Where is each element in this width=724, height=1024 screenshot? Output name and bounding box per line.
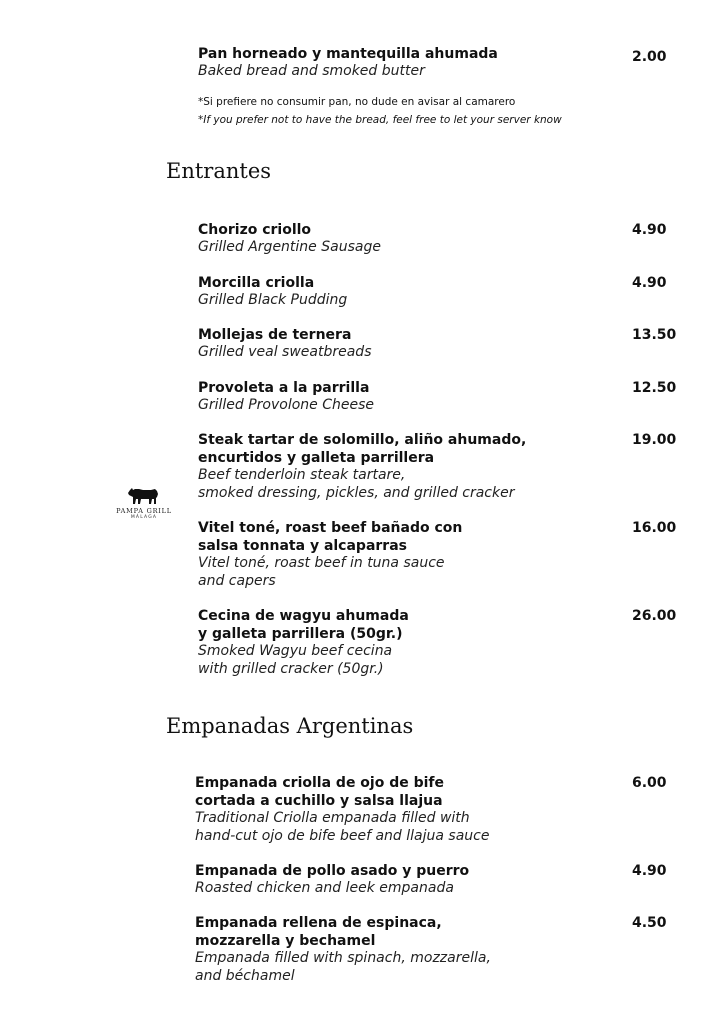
menu-item-bread <box>198 45 618 81</box>
item-name-es: Chorizo criollo <box>198 222 312 238</box>
logo-name: PAMPA GRILL <box>116 507 172 515</box>
section-title-empanadas: Empanadas Argentinas <box>166 714 414 738</box>
item-name-en: Traditional Criolla empanada filled with hand-cut ojo de bife beef and llajua sauce <box>195 810 490 844</box>
bull-icon <box>127 484 161 506</box>
item-name-en: Empanada filled with spinach, mozzarella, and béchamel <box>195 950 491 984</box>
item-name-en: Grilled Provolone Cheese <box>198 397 375 413</box>
item-price: 4.50 <box>632 915 667 931</box>
item-name-es: Pan horneado y mantequilla ahumada <box>198 46 498 62</box>
section-title-entrantes: Entrantes <box>166 159 272 183</box>
item-name-es: Empanada rellena de espinaca, mozzarella y bechamel <box>195 915 442 949</box>
menu-item <box>195 914 615 985</box>
item-price: 4.90 <box>632 222 667 238</box>
item-name-es: Morcilla criolla <box>198 275 315 291</box>
menu-item <box>198 607 618 678</box>
item-name-es: Empanada de pollo asado y puerro <box>195 863 470 879</box>
item-name-es: Steak tartar de solomillo, aliño ahumado, encurtidos y galleta parrillera <box>198 432 527 466</box>
item-name-es: Provoleta a la parrilla <box>198 380 370 396</box>
menu-item <box>198 274 618 310</box>
item-name-es: Vitel toné, roast beef bañado con salsa tonnata y alcaparras <box>198 520 463 554</box>
item-price: 4.90 <box>632 275 667 291</box>
item-name-es: Mollejas de ternera <box>198 327 352 343</box>
menu-item <box>195 862 615 898</box>
item-name-en: Roasted chicken and leek empanada <box>195 880 454 896</box>
menu-item <box>198 326 618 362</box>
item-name-en: Beef tenderloin steak tartare, smoked dressing, pickles, and grilled cracker <box>198 467 515 501</box>
item-name-en: Grilled Argentine Sausage <box>198 239 381 255</box>
item-price: 13.50 <box>632 327 677 343</box>
item-price: 16.00 <box>632 520 677 536</box>
item-price: 12.50 <box>632 380 677 396</box>
item-name-en: Grilled veal sweatbreads <box>198 344 372 360</box>
bread-note-es: *Si prefiere no consumir pan, no dude en avisar al camarero <box>198 96 516 108</box>
item-price: 6.00 <box>632 775 667 791</box>
item-name-es: Cecina de wagyu ahumada y galleta parrillera (50gr.) <box>198 608 409 642</box>
bread-note-en: *If you prefer not to have the bread, feel free to let your server know <box>198 114 562 126</box>
item-name-es: Empanada criolla de ojo de bife cortada a cuchillo y salsa llajua <box>195 775 445 809</box>
item-name-en: Baked bread and smoked butter <box>198 63 425 79</box>
item-price: 2.00 <box>632 49 667 65</box>
menu-item <box>198 379 618 415</box>
logo-city: MÁLAGA <box>130 515 158 520</box>
pampa-grill-logo <box>110 484 178 521</box>
menu-item <box>198 221 618 257</box>
item-price: 19.00 <box>632 432 677 448</box>
item-name-en: Grilled Black Pudding <box>198 292 348 308</box>
menu-item <box>195 774 615 845</box>
menu-item <box>198 431 618 502</box>
item-price: 4.90 <box>632 863 667 879</box>
item-name-en: Smoked Wagyu beef cecina with grilled cracker (50gr.) <box>198 643 393 677</box>
item-name-en: Vitel toné, roast beef in tuna sauce and capers <box>198 555 445 589</box>
menu-item <box>198 519 618 590</box>
item-price: 26.00 <box>632 608 677 624</box>
